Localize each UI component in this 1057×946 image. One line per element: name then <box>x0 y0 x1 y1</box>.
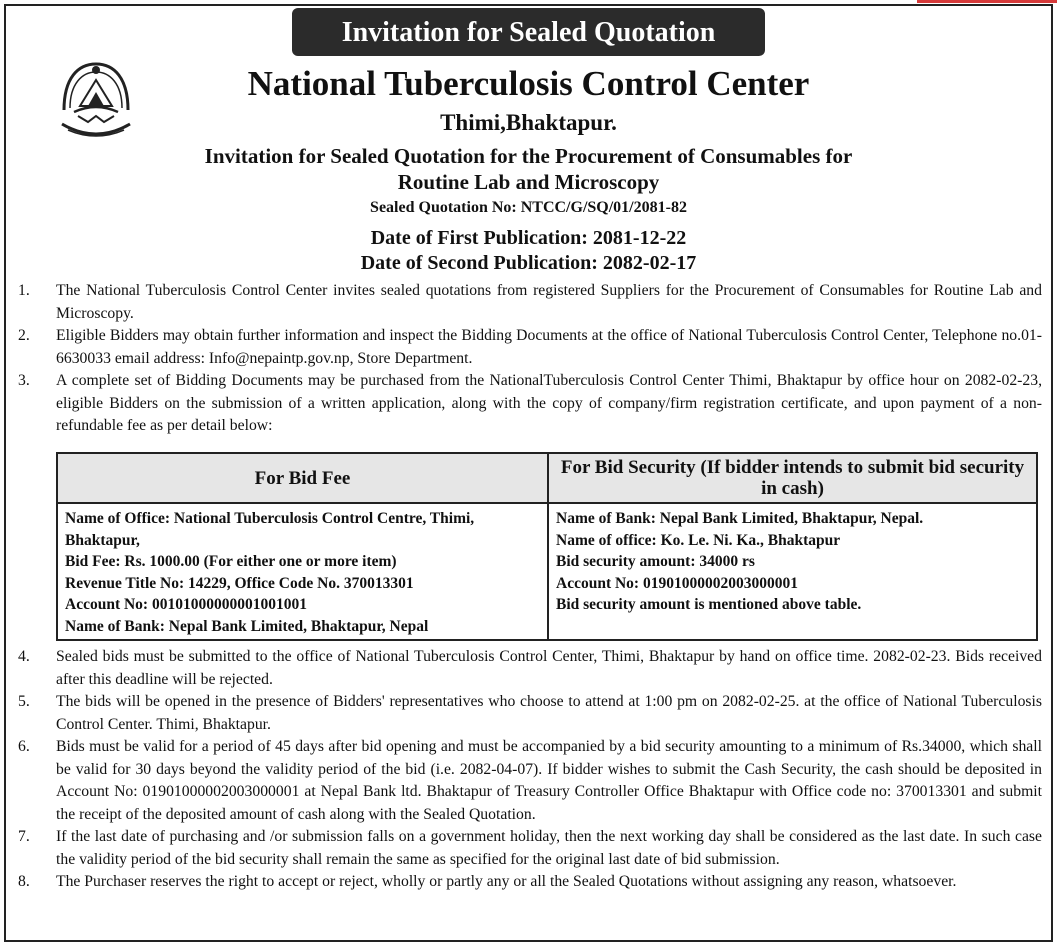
bid-security-line: Bid security amount is mentioned above table. <box>556 596 862 613</box>
clause-number: 5. <box>18 693 30 710</box>
bid-fee-details <box>57 503 548 640</box>
clause-text: A complete set of Bidding Documents may be purchased from the NationalTuberculosis Control Center Thimi, Bhaktapur by office hour on 2082-02-23, eligible Bidders on the submission of a written application, along with the copy of company/firm registration certificate, and upon payment of a non-refundable fee as per detail below: <box>56 372 1042 434</box>
clause-item <box>10 826 1042 871</box>
bid-security-line: Bid security amount: 34000 rs <box>556 553 755 570</box>
clause-text: Sealed bids must be submitted to the office of National Tuberculosis Control Center, Thimi, Bhaktapur by hand on office time. 2082-02-23. Bids received after this deadline will be rejected. <box>56 648 1042 688</box>
clause-text: Bids must be valid for a period of 45 days after bid opening and must be accompanied by a bid security amounting to a minimum of Rs.34000, which shall be valid for 30 days beyond the validity period of the bid (i.e. 2082-04-07). If bidder wishes to submit the Cash Security, the cash should be deposited in Account No: 01901000002003000001 at Nepal Bank ltd. Bhaktapur of Treasury Controller Office Bhaktapur with Office code no: 370013301 and submit the receipt of the deposited amount of cash along with the Sealed Quotation. <box>56 738 1042 823</box>
second-publication-date: Date of Second Publication: 2082-02-17 <box>360 252 697 274</box>
fee-table-header-row <box>57 453 1037 503</box>
clause-item <box>10 280 1042 325</box>
clause-number: 4. <box>18 648 30 665</box>
bid-fee-header: For Bid Fee <box>57 453 548 503</box>
clause-item <box>10 736 1042 826</box>
bid-fee-line: Bid Fee: Rs. 1000.00 (For either one or more item) <box>65 553 397 570</box>
clause-item <box>10 871 1042 894</box>
clauses-bottom <box>10 646 1042 894</box>
clause-item <box>10 646 1042 691</box>
bid-security-line: Name of Bank: Nepal Bank Limited, Bhaktapur, Nepal. <box>556 510 924 527</box>
bid-fee-line: Revenue Title No: 14229, Office Code No. 370013301 <box>65 574 414 592</box>
clause-text: The Purchaser reserves the right to accept or reject, wholly or partly any or all the Sealed Quotations without assigning any reason, whatsoever. <box>56 873 957 890</box>
corner-accent <box>917 0 1057 3</box>
quotation-number: Sealed Quotation No: NTCC/G/SQ/01/2081-82 <box>370 199 687 216</box>
clause-number: 8. <box>18 873 30 890</box>
bid-fee-line: Account No: 00101000000001001001 <box>65 596 307 613</box>
bid-security-header: For Bid Security (If bidder intends to submit bid security in cash) <box>548 453 1037 503</box>
clause-item <box>10 325 1042 370</box>
subject-line-2: Routine Lab and Microscopy <box>397 170 660 194</box>
notice-banner: Invitation for Sealed Quotation <box>292 8 765 56</box>
clauses-top <box>10 280 1042 438</box>
clause-item <box>10 691 1042 736</box>
clause-number: 1. <box>18 282 30 299</box>
clause-text: Eligible Bidders may obtain further information and inspect the Bidding Documents at the office of National Tuberculosis Control Center, Telephone no.01-6630033 email address: Info@nepaintp.gov.np, Store Department. <box>56 327 1042 367</box>
organization-location: Thimi,Bhaktapur. <box>440 110 617 135</box>
clause-text: The National Tuberculosis Control Center invites sealed quotations from registered Suppliers for the Procurement of Consumables for Routine Lab and Microscopy. <box>56 282 1042 322</box>
bid-security-line: Name of office: Ko. Le. Ni. Ka., Bhaktapur <box>556 531 841 549</box>
fee-table-body-row <box>57 503 1037 640</box>
notice-subject <box>0 143 1057 195</box>
organization-name: National Tuberculosis Control Center <box>247 64 810 103</box>
clause-number: 7. <box>18 828 30 845</box>
clause-item <box>10 370 1042 438</box>
clause-number: 6. <box>18 738 30 755</box>
bid-fee-line: Name of Bank: Nepal Bank Limited, Bhaktapur, Nepal <box>65 617 429 635</box>
first-publication-date: Date of First Publication: 2081-12-22 <box>370 227 687 249</box>
bid-security-line: Account No: 01901000002003000001 <box>556 574 798 592</box>
bid-security-details <box>548 503 1037 640</box>
clause-text: The bids will be opened in the presence of Bidders' representatives who choose to attend at 1:00 pm on 2082-02-25. at the office of National Tuberculosis Control Center. Thimi, Bhaktapur. <box>56 693 1042 733</box>
clause-number: 2. <box>18 327 30 344</box>
bid-fee-line: Name of Office: National Tuberculosis Control Centre, Thimi, Bhaktapur, <box>65 510 475 549</box>
subject-line-1: Invitation for Sealed Quotation for the Procurement of Consumables for <box>204 144 853 168</box>
clause-number: 3. <box>18 372 30 389</box>
clause-text: If the last date of purchasing and /or submission falls on a government holiday, then the next working day shall be considered as the last date. In such case the validity period of the bid security shall remain the same as specified for the original last date of bid submission. <box>56 828 1042 868</box>
fee-table <box>56 452 1038 641</box>
